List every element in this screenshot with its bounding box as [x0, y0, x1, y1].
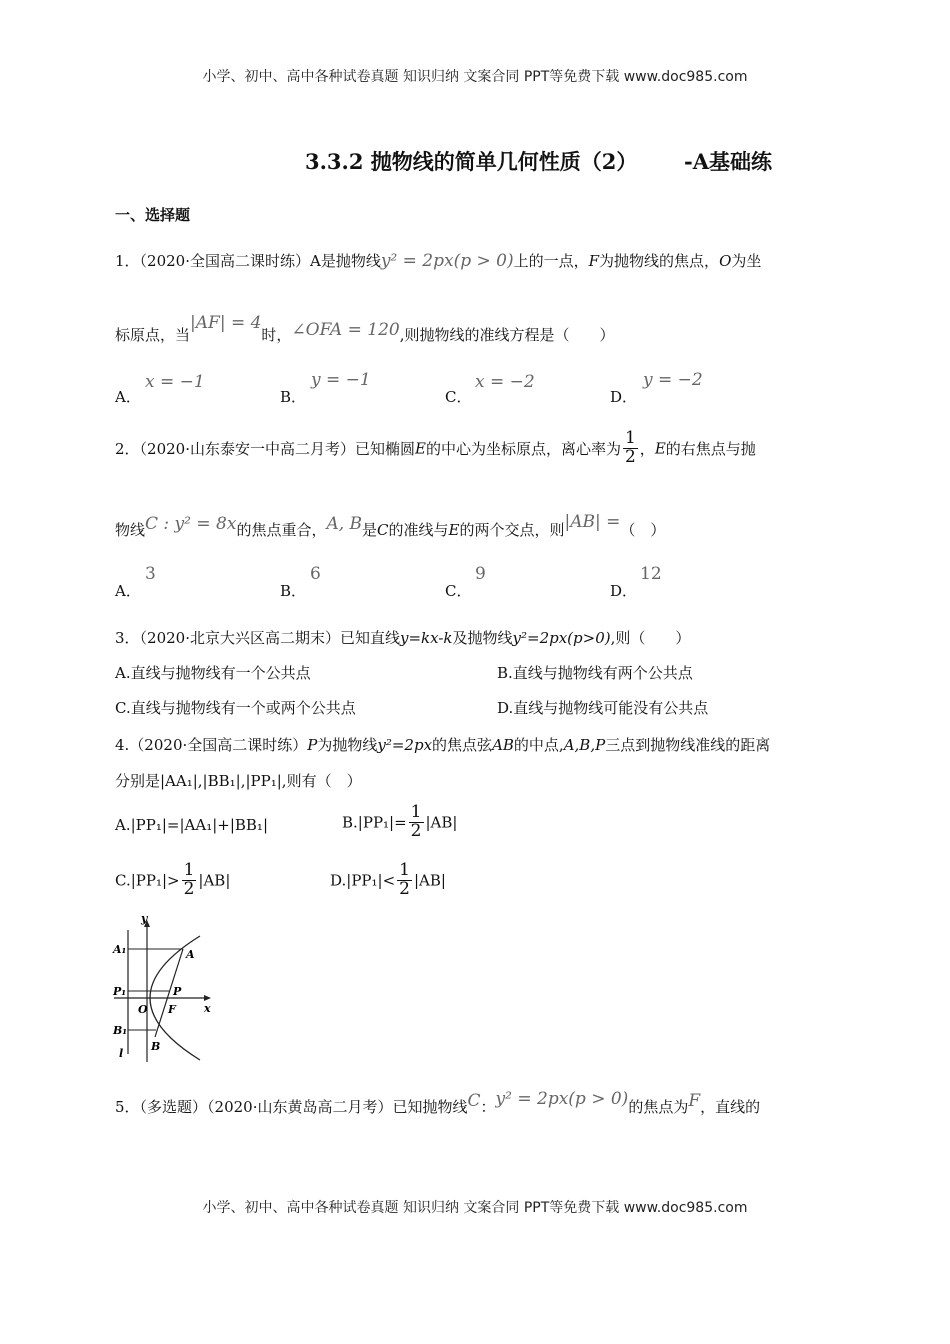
title-main: 3.3.2 抛物线的简单几何性质（2） [305, 149, 638, 174]
q2-option-a: 3 [145, 564, 156, 584]
q4-option-c: C.|PP₁|> $\frac{1}{2}$ |AB| [115, 860, 231, 899]
q1-option-b-label: B． [280, 388, 307, 406]
q1-option-a-label: A． [115, 388, 141, 406]
page-footer: 小学、初中、高中各种试卷真题 知识归纳 文案合同 PPT等免费下载 www.doc985.com [202, 1200, 748, 1216]
q1-option-b: y = −1 [311, 370, 371, 390]
q2-formula-abs: |AB| = [564, 512, 621, 532]
q2-formula-ab: A, B [326, 514, 363, 534]
q5-formula-parabola: y² = 2px(p > 0) [495, 1089, 629, 1109]
q1-formula-af: |AF| = 4 [190, 313, 262, 333]
q3-option-d: D.直线与抛物线可能没有公共点 [497, 699, 709, 717]
q4-option-a: A.|PP₁|=|AA₁|+|BB₁| [115, 816, 268, 834]
q1-formula-parabola: y² = 2px(p > 0) [380, 251, 514, 271]
fig-label-p: P [173, 985, 182, 998]
fig-label-p1: P₁ [113, 985, 127, 998]
q4-option-b: B.|PP₁|= $\frac{1}{2}$ |AB| [342, 802, 458, 841]
q1-option-a: x = −1 [145, 372, 205, 392]
q1-option-d-label: D． [610, 388, 638, 406]
fig-label-b1: B₁ [113, 1024, 128, 1037]
q2-line1: 2．（2020·山东泰安一中高二月考）已知椭圆E的中心为坐标原点，离心率为 $\frac{1}{2}$ ，E的右焦点与抛 [115, 428, 756, 467]
parabola-figure [110, 912, 220, 1062]
q2-formula-parabola: C : y² = 8x [145, 514, 237, 534]
fig-label-a1: A₁ [113, 943, 127, 956]
x-axis-arrow [204, 995, 211, 1001]
section-heading: 一、选择题 [115, 206, 191, 224]
page-title [305, 146, 772, 176]
q4-line1: 4.（2020·全国高二课时练）P为抛物线y²=2px的焦点弦AB的中点,A,B,P三点到抛物线准线的距离 [115, 736, 771, 754]
q1-line2: 标原点，当|AF| = 4时，∠OFA = 120,则抛物线的准线方程是（ ） [115, 313, 615, 344]
fig-label-x: x [204, 1002, 211, 1015]
fig-label-l: l [119, 1047, 124, 1060]
q2-option-b-label: B． [280, 582, 307, 600]
q4-line2: 分别是|AA₁|,|BB₁|,|PP₁|,则有（ ） [115, 772, 362, 790]
q2-option-a-label: A． [115, 582, 141, 600]
fig-label-b: B [151, 1040, 161, 1053]
q3-option-b: B.直线与抛物线有两个公共点 [497, 664, 693, 682]
q1-option-d: y = −2 [643, 370, 703, 390]
q2-option-d: 12 [640, 564, 662, 584]
title-suffix: -A基础练 [684, 149, 773, 174]
q2-option-c: 9 [475, 564, 486, 584]
q3-line-eq: y=kx-k [400, 629, 453, 647]
q1-formula-angle: ∠OFA = 120 [291, 320, 400, 340]
q1-line1: 1．（2020·全国高二课时练）A是抛物线y² = 2px(p > 0)上的一点，F为抛物线的焦点，O为坐 [115, 251, 762, 271]
q2-option-b: 6 [310, 564, 321, 584]
fig-label-f: F [168, 1003, 176, 1016]
q2-option-c-label: C． [445, 582, 472, 600]
q4-fraction-d: $\frac{1}{2}$ [399, 860, 410, 899]
q5-line1: 5．（多选题）（2020·山东黄岛高二月考）已知抛物线C：y² = 2px(p > 0)的焦点为F，直线的 [115, 1089, 761, 1116]
fig-label-y: y [141, 912, 148, 925]
q2-line2: 物线C : y² = 8x的焦点重合，A, B是C的准线与E的两个交点，则|AB| =（ ） [115, 512, 666, 539]
q3-parabola-eq: y²=2px(p>0) [512, 629, 611, 647]
q1-option-c: x = −2 [475, 372, 535, 392]
q4-option-d: D.|PP₁|< $\frac{1}{2}$ |AB| [330, 860, 446, 899]
q1-option-c-label: C． [445, 388, 472, 406]
q3-line1: 3．（2020·北京大兴区高二期末）已知直线y=kx-k及抛物线y²=2px(p>0),则（ ） [115, 629, 691, 647]
q2-option-d-label: D． [610, 582, 638, 600]
q2-fraction-half: $\frac{1}{2}$ [624, 428, 636, 467]
fig-label-a: A [186, 948, 195, 961]
fig-label-o: O [138, 1003, 148, 1016]
page-header: 小学、初中、高中各种试卷真题 知识归纳 文案合同 PPT等免费下载 www.doc985.com [202, 69, 748, 85]
q4-fraction-c: $\frac{1}{2}$ [183, 860, 195, 899]
q4-fraction-b: $\frac{1}{2}$ [410, 802, 422, 841]
q3-option-a: A.直线与抛物线有一个公共点 [115, 664, 311, 682]
q3-option-c: C.直线与抛物线有一个或两个公共点 [115, 699, 356, 717]
